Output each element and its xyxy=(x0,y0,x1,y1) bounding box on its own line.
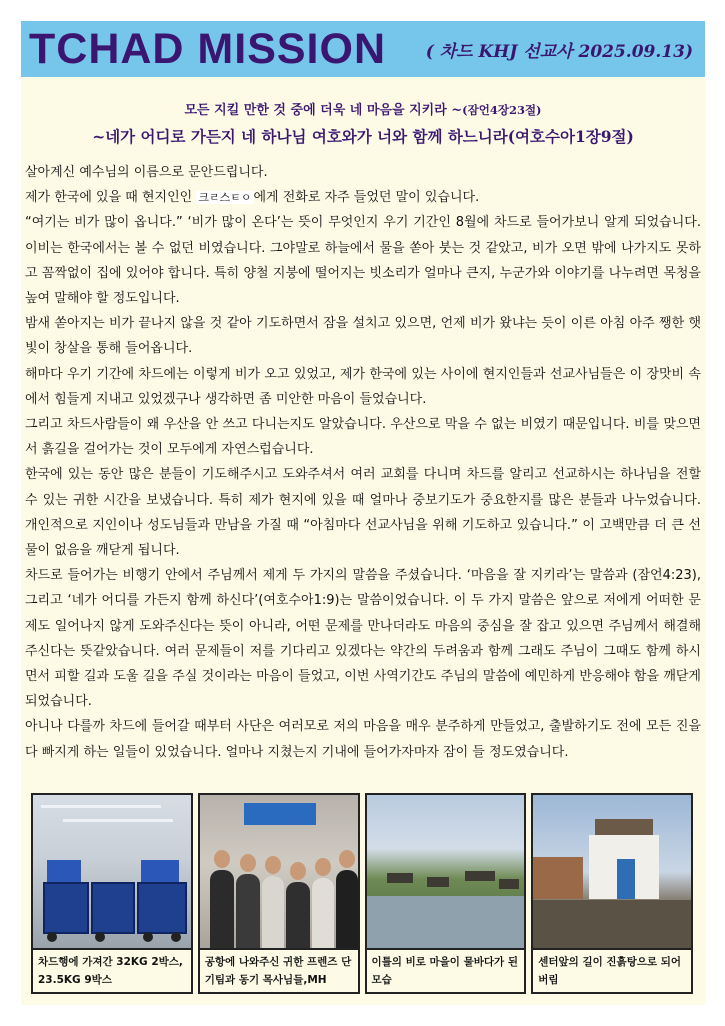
photo-caption: 차드행에 가져간 32KG 2박스, 23.5KG 9박스 xyxy=(33,948,191,992)
paragraph-1 xyxy=(25,185,701,210)
photo-card-flood xyxy=(365,793,527,994)
flood-photo xyxy=(367,795,525,948)
paragraph-1-end: 에게 전화로 자주 들었던 말이 있습니다. xyxy=(253,190,480,206)
paragraph-8: 아니나 다를까 차드에 들어갈 때부터 사단은 여러모로 저의 마음을 매우 분주하게 만들었고, 출발하기도 전에 모든 진을 다 빠지게 하는 일들이 있었습니다. 얼마나 지쳤는지 기내에 들어가자마자 잠이 들 정도였습니다. xyxy=(25,719,701,760)
verse-line-2: ~네가 어디로 가든지 네 하나님 여호와가 너와 함께 하느니라(여호수아1장9절) xyxy=(92,127,634,146)
luggage-photo xyxy=(33,795,191,948)
photo-card-airport-group xyxy=(198,793,360,994)
paragraph-3: 밤새 쏟아지는 비가 끝나지 않을 것 같아 기도하면서 잠을 설치고 있으면, 언제 비가 왔냐는 듯이 이른 아침 아주 쨍한 햇빛이 창살을 통해 들어옵니다. xyxy=(25,316,701,357)
group-photo xyxy=(200,795,358,948)
photo-caption: 공항에 나와주신 귀한 프렌즈 단기팀과 동기 목사님들,MH xyxy=(200,948,358,992)
paragraph-4: 해마다 우기 기간에 차드에는 이렇게 비가 오고 있었고, 제가 한국에 있는 사이에 현지인들과 선교사님들은 이 장맛비 속에서 힘들게 지내고 있었겠구나 생각하면 좀 미안한 마음이 들었습니다. xyxy=(25,366,701,407)
paragraph-6: 한국에 있는 동안 많은 분들이 기도해주시고 도와주셔서 여러 교회를 다니며 차드를 알리고 선교하시는 하나님을 전할 수 있는 귀한 시간을 보냈습니다. 특히 제가 현지에 있을 때 얼마나 중보기도가 중요한지를 많은 분들과 나누었습니다. 개인적으로 지인이나 성도님들과 만남을 가질 때 “아침마다 선교사님을 위해 기도하고 있습니다.” 이 고백만큼 더 큰 선물이 없음을 깨닫게 됩니다. xyxy=(25,467,701,559)
paragraph-5: 그리고 차드사람들이 왜 우산을 안 쓰고 다니는지도 알았습니다. 우산으로 막을 수 없는 비였기 때문입니다. 비를 맞으면서 흙길을 걸어가는 것이 모두에게 자연스럽습니다. xyxy=(25,417,701,458)
photo-caption: 이틀의 비로 마을이 물바다가 된 모습 xyxy=(367,948,525,992)
header-banner xyxy=(21,21,705,77)
verse-line-1-text: 모든 지킬 만한 것 중에 더욱 네 마음을 지키라 ~ xyxy=(184,103,463,118)
verse-line-1 xyxy=(21,99,705,118)
byline: ( 차드 KHJ 선교사 2025.09.13) xyxy=(425,42,693,62)
paragraph-7: 차드로 들어가는 비행기 안에서 주님께서 제게 두 가지의 말씀을 주셨습니다. ‘마음을 잘 지키라’는 말씀과 (잠언4:23), 그리고 ‘네가 어디를 가든지 함께 하신다’(여호수아1:9)는 말씀이었습니다. 이 두 가지 말씀은 앞으로 저에게 어떠한 문제도 일어나지 않게 도와주신다는 뜻이 아니라, 어떤 문제를 만나더라도 마음의 중심을 잘 잡고 있으면 주님께서 해결해주신다는 뜻같았습니다. 여러 문제들이 저를 기다리고 있겠다는 약간의 두려움과 함께 그래도 주님이 그때도 함께 하시면서 피할 길과 도울 길을 주실 것이라는 마음이 들었고, 이번 사역기간도 주님의 말씀에 예민하게 반응해야 함을 깨닫게 되었습니다. xyxy=(25,568,701,710)
greeting: 살아계신 예수님의 이름으로 문안드립니다. xyxy=(25,165,268,180)
newsletter-page xyxy=(21,21,705,1005)
photo-card-mud-road xyxy=(531,793,693,994)
photo-strip xyxy=(31,793,693,994)
verse-line-1-ref: (잠언4장23절) xyxy=(462,103,542,117)
photo-caption: 센터앞의 길이 진흙탕으로 되어 버림 xyxy=(533,948,691,992)
paragraph-1-start: 제가 한국에 있을 때 현지인인 xyxy=(25,190,197,206)
brand-title: TCHAD MISSION xyxy=(29,25,386,73)
local-name: 크ㄹ스ㅌㅇ xyxy=(198,191,252,205)
letter-body xyxy=(25,160,701,765)
mud-road-photo xyxy=(533,795,691,948)
paragraph-2: “여기는 비가 많이 옵니다.” ‘비가 많이 온다’는 뜻이 무엇인지 우기 기간인 8월에 차드로 들어가보니 알게 되었습니다. 이비는 한국에서는 볼 수 없던 비였습니다. 그야말로 하늘에서 물을 쏟아 붓는 것 같았고, 비가 오면 밖에 나가지도 못하고 꼼짝없이 집에 있어야 합니다. 특히 양철 지붕에 떨어지는 빗소리가 얼마나 큰지, 누군가와 이야기를 나누려면 목청을 높여 말해야 할 정도입니다. xyxy=(25,215,701,307)
photo-card-luggage xyxy=(31,793,193,994)
